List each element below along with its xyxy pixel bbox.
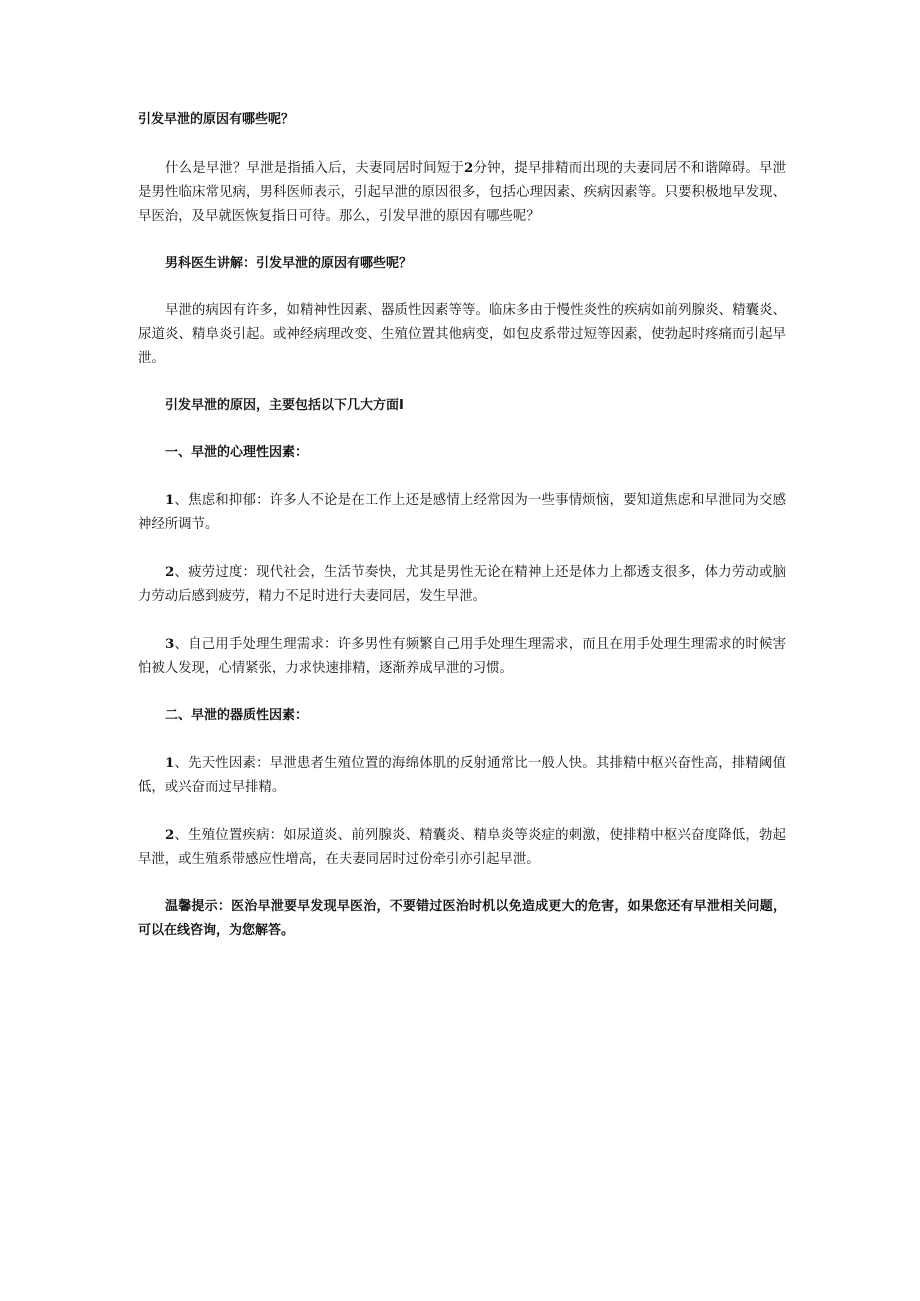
document-title: 引发早泄的原因有哪些呢？ [138, 112, 295, 127]
intro-number: 2 [464, 160, 474, 176]
item-number: 1 [165, 492, 175, 508]
overview-paragraph: 早泄的病因有许多，如精神性因素、器质性因素等等。临床多由于慢性炎性的疾病如前列腺炎、精囊炎、尿道炎、精阜炎引起。或神经病理改变、生殖位置其他病变，如包皮系带过短等因素，使勃起时疼痛而引起早泄。 [138, 303, 786, 366]
intro-text-1: 什么是早泄？早泄是指插入后，夫妻同居时间短于 [165, 161, 465, 176]
item-number: 2 [165, 827, 175, 843]
intro-paragraph [138, 156, 786, 229]
section1-heading: 一、早泄的心理性因素： [165, 445, 309, 460]
warm-tip: 温馨提示：医治早泄要早发现早医治，不要错过医治时机以免造成更大的危害，如果您还有早泄相关问题，可以在线咨询，为您解答。 [138, 899, 786, 938]
subheading: 男科医生讲解：引发早泄的原因有哪些呢？ [165, 256, 413, 271]
intro-text-2: 分钟，提早排精而出现的夫妻同居不和谐障碍。早泄是男性临床常见病，男科医师表示，引起早泄的原因很多，包括心理因素、疾病因素等。只要积极地早发现、早医治，及早就医恢复指日可待。那么，引发早泄的原因有哪些呢？ [138, 161, 787, 224]
section2-heading: 二、早泄的器质性因素： [165, 708, 309, 723]
item-text: 、生殖位置疾病：如尿道炎、前列腺炎、精囊炎、精阜炎等炎症的刺激，使排精中枢兴奋度降低，勃起早泄，或生殖系带感应性增高，在夫妻同居时过份牵引亦引起早泄。 [138, 828, 786, 867]
item-text: 、自己用手处理生理需求：许多男性有频繁自己用手处理生理需求，而且在用手处理生理需求的时候害怕被人发现，心情紧张，力求快速排精，逐渐养成早泄的习惯。 [138, 637, 786, 676]
item-number: 2 [165, 564, 175, 580]
section1-item-1 [138, 488, 786, 537]
item-number: 1 [165, 755, 175, 771]
main-causes-heading: 引发早泄的原因，主要包括以下几大方面I [165, 398, 404, 413]
item-number: 3 [165, 636, 175, 652]
item-text: 、焦虑和抑郁：许多人不论是在工作上还是感情上经常因为一些事情烦恼，要知道焦虑和早泄同为交感神经所调节。 [138, 493, 786, 532]
document-page [138, 108, 786, 943]
item-text: 、先天性因素：早泄患者生殖位置的海绵体肌的反射通常比一般人快。其排精中枢兴奋性高，排精阈值低，或兴奋而过早排精。 [138, 756, 786, 795]
section2-item-1 [138, 751, 786, 800]
item-text: 、疲劳过度：现代社会，生活节奏快，尤其是男性无论在精神上还是体力上都透支很多，体力劳动或脑力劳动后感到疲劳，精力不足时进行夫妻同居，发生早泄。 [138, 565, 786, 604]
section1-item-2 [138, 560, 786, 609]
section2-item-2 [138, 823, 786, 872]
section1-item-3 [138, 632, 786, 681]
